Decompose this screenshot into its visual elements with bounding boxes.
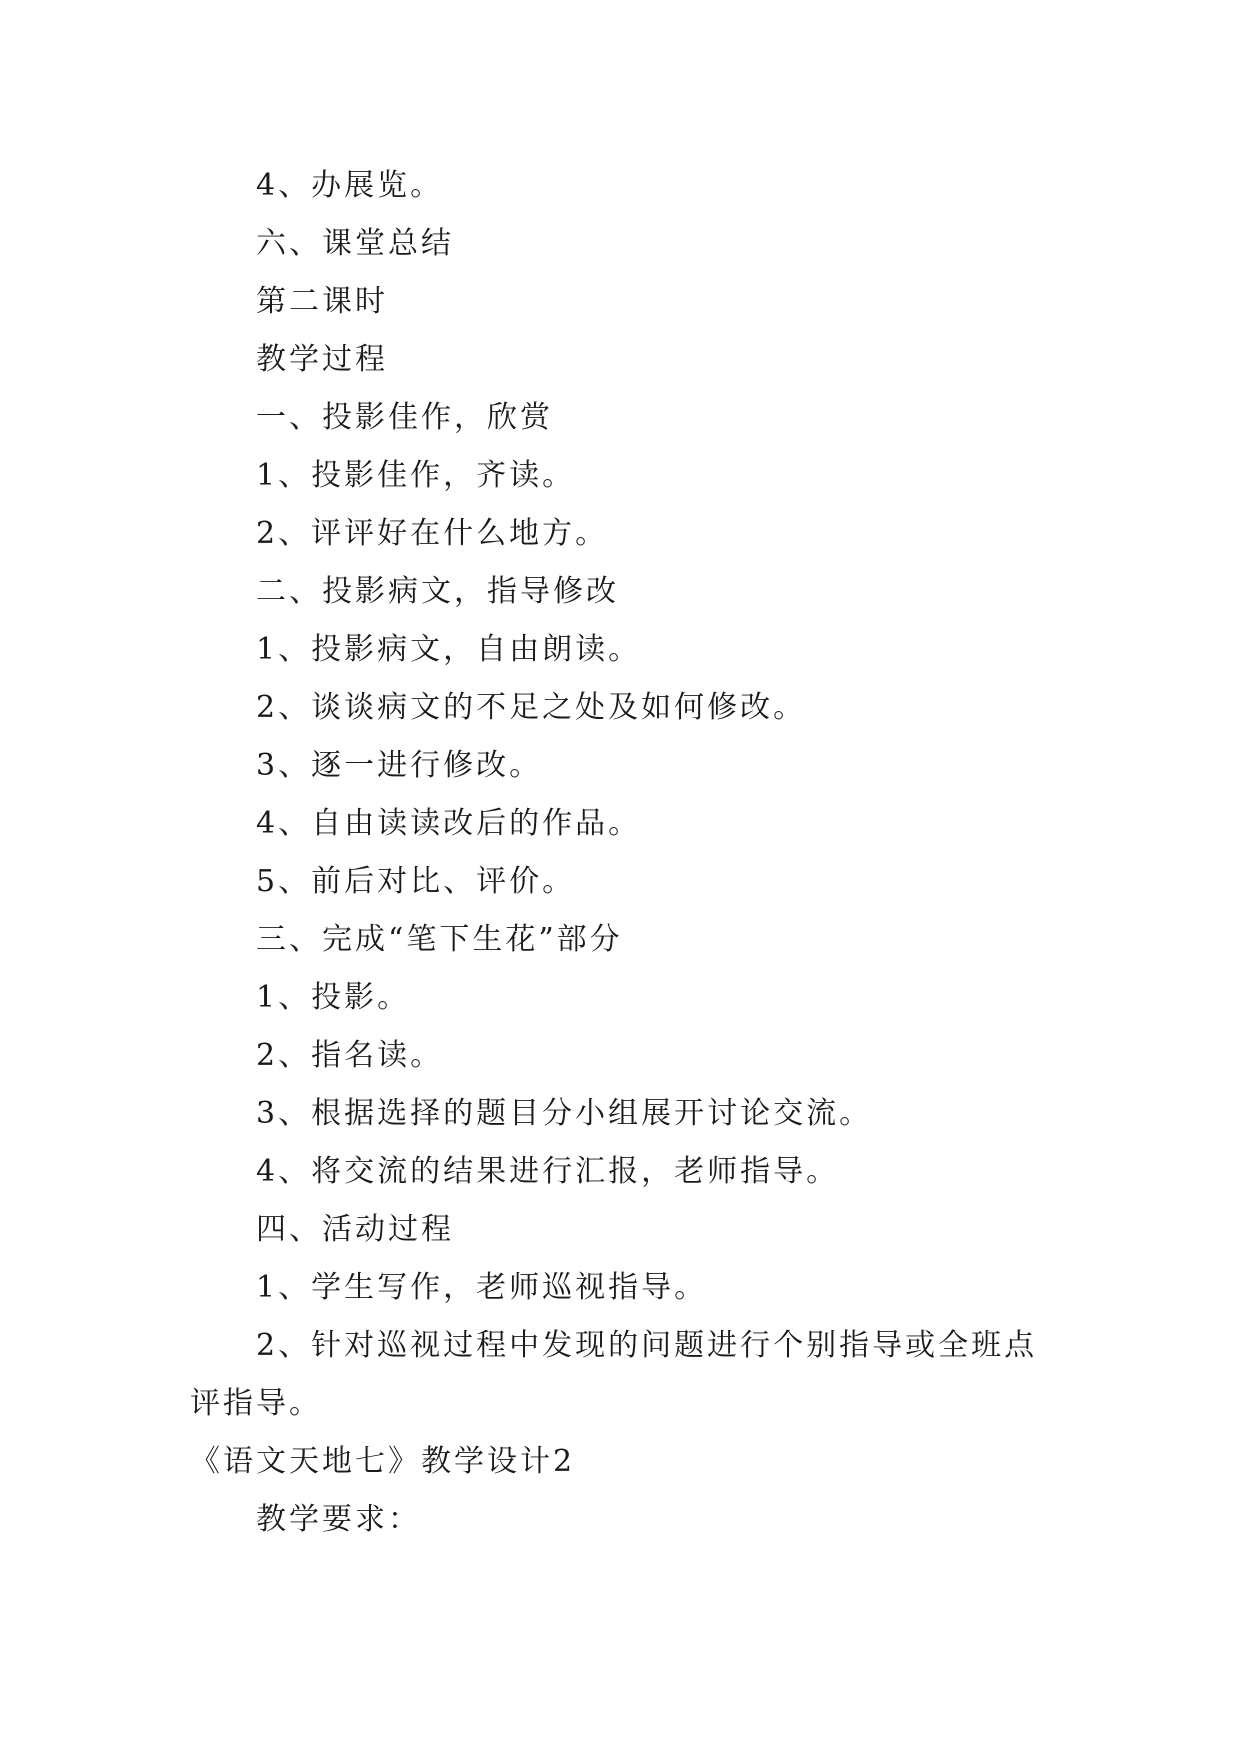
text-line: 2、指名读。 [256, 1038, 444, 1073]
section-heading: 六、课堂总结 [256, 226, 454, 261]
lesson-heading: 第二课时 [256, 284, 388, 319]
section-heading: 教学要求： [256, 1502, 421, 1537]
text-line: 3、逐一进行修改。 [256, 748, 543, 783]
text-line: 1、投影佳作，齐读。 [256, 458, 576, 493]
text-line: 2、评评好在什么地方。 [256, 516, 609, 551]
text-line: 2、谈谈病文的不足之处及如何修改。 [256, 690, 807, 725]
text-line: 1、学生写作，老师巡视指导。 [256, 1270, 708, 1305]
section-heading: 三、完成“笔下生花”部分 [256, 922, 623, 957]
text-line: 4、将交流的结果进行汇报，老师指导。 [256, 1154, 840, 1189]
text-line: 1、投影。 [256, 980, 411, 1015]
section-heading: 一、投影佳作，欣赏 [256, 400, 553, 435]
document-title: 《语文天地七》教学设计2 [190, 1444, 576, 1479]
text-line: 2、针对巡视过程中发现的问题进行个别指导或全班点 [256, 1328, 1038, 1363]
text-line: 4、办展览。 [256, 168, 444, 203]
section-heading: 四、活动过程 [256, 1212, 454, 1247]
text-line: 4、自由读读改后的作品。 [256, 806, 642, 841]
section-heading: 二、投影病文，指导修改 [256, 574, 619, 609]
text-line-continuation: 评指导。 [190, 1386, 322, 1421]
text-line: 5、前后对比、评价。 [256, 864, 576, 899]
text-line: 3、根据选择的题目分小组展开讨论交流。 [256, 1096, 873, 1131]
text-line: 1、投影病文，自由朗读。 [256, 632, 642, 667]
section-heading: 教学过程 [256, 342, 388, 377]
